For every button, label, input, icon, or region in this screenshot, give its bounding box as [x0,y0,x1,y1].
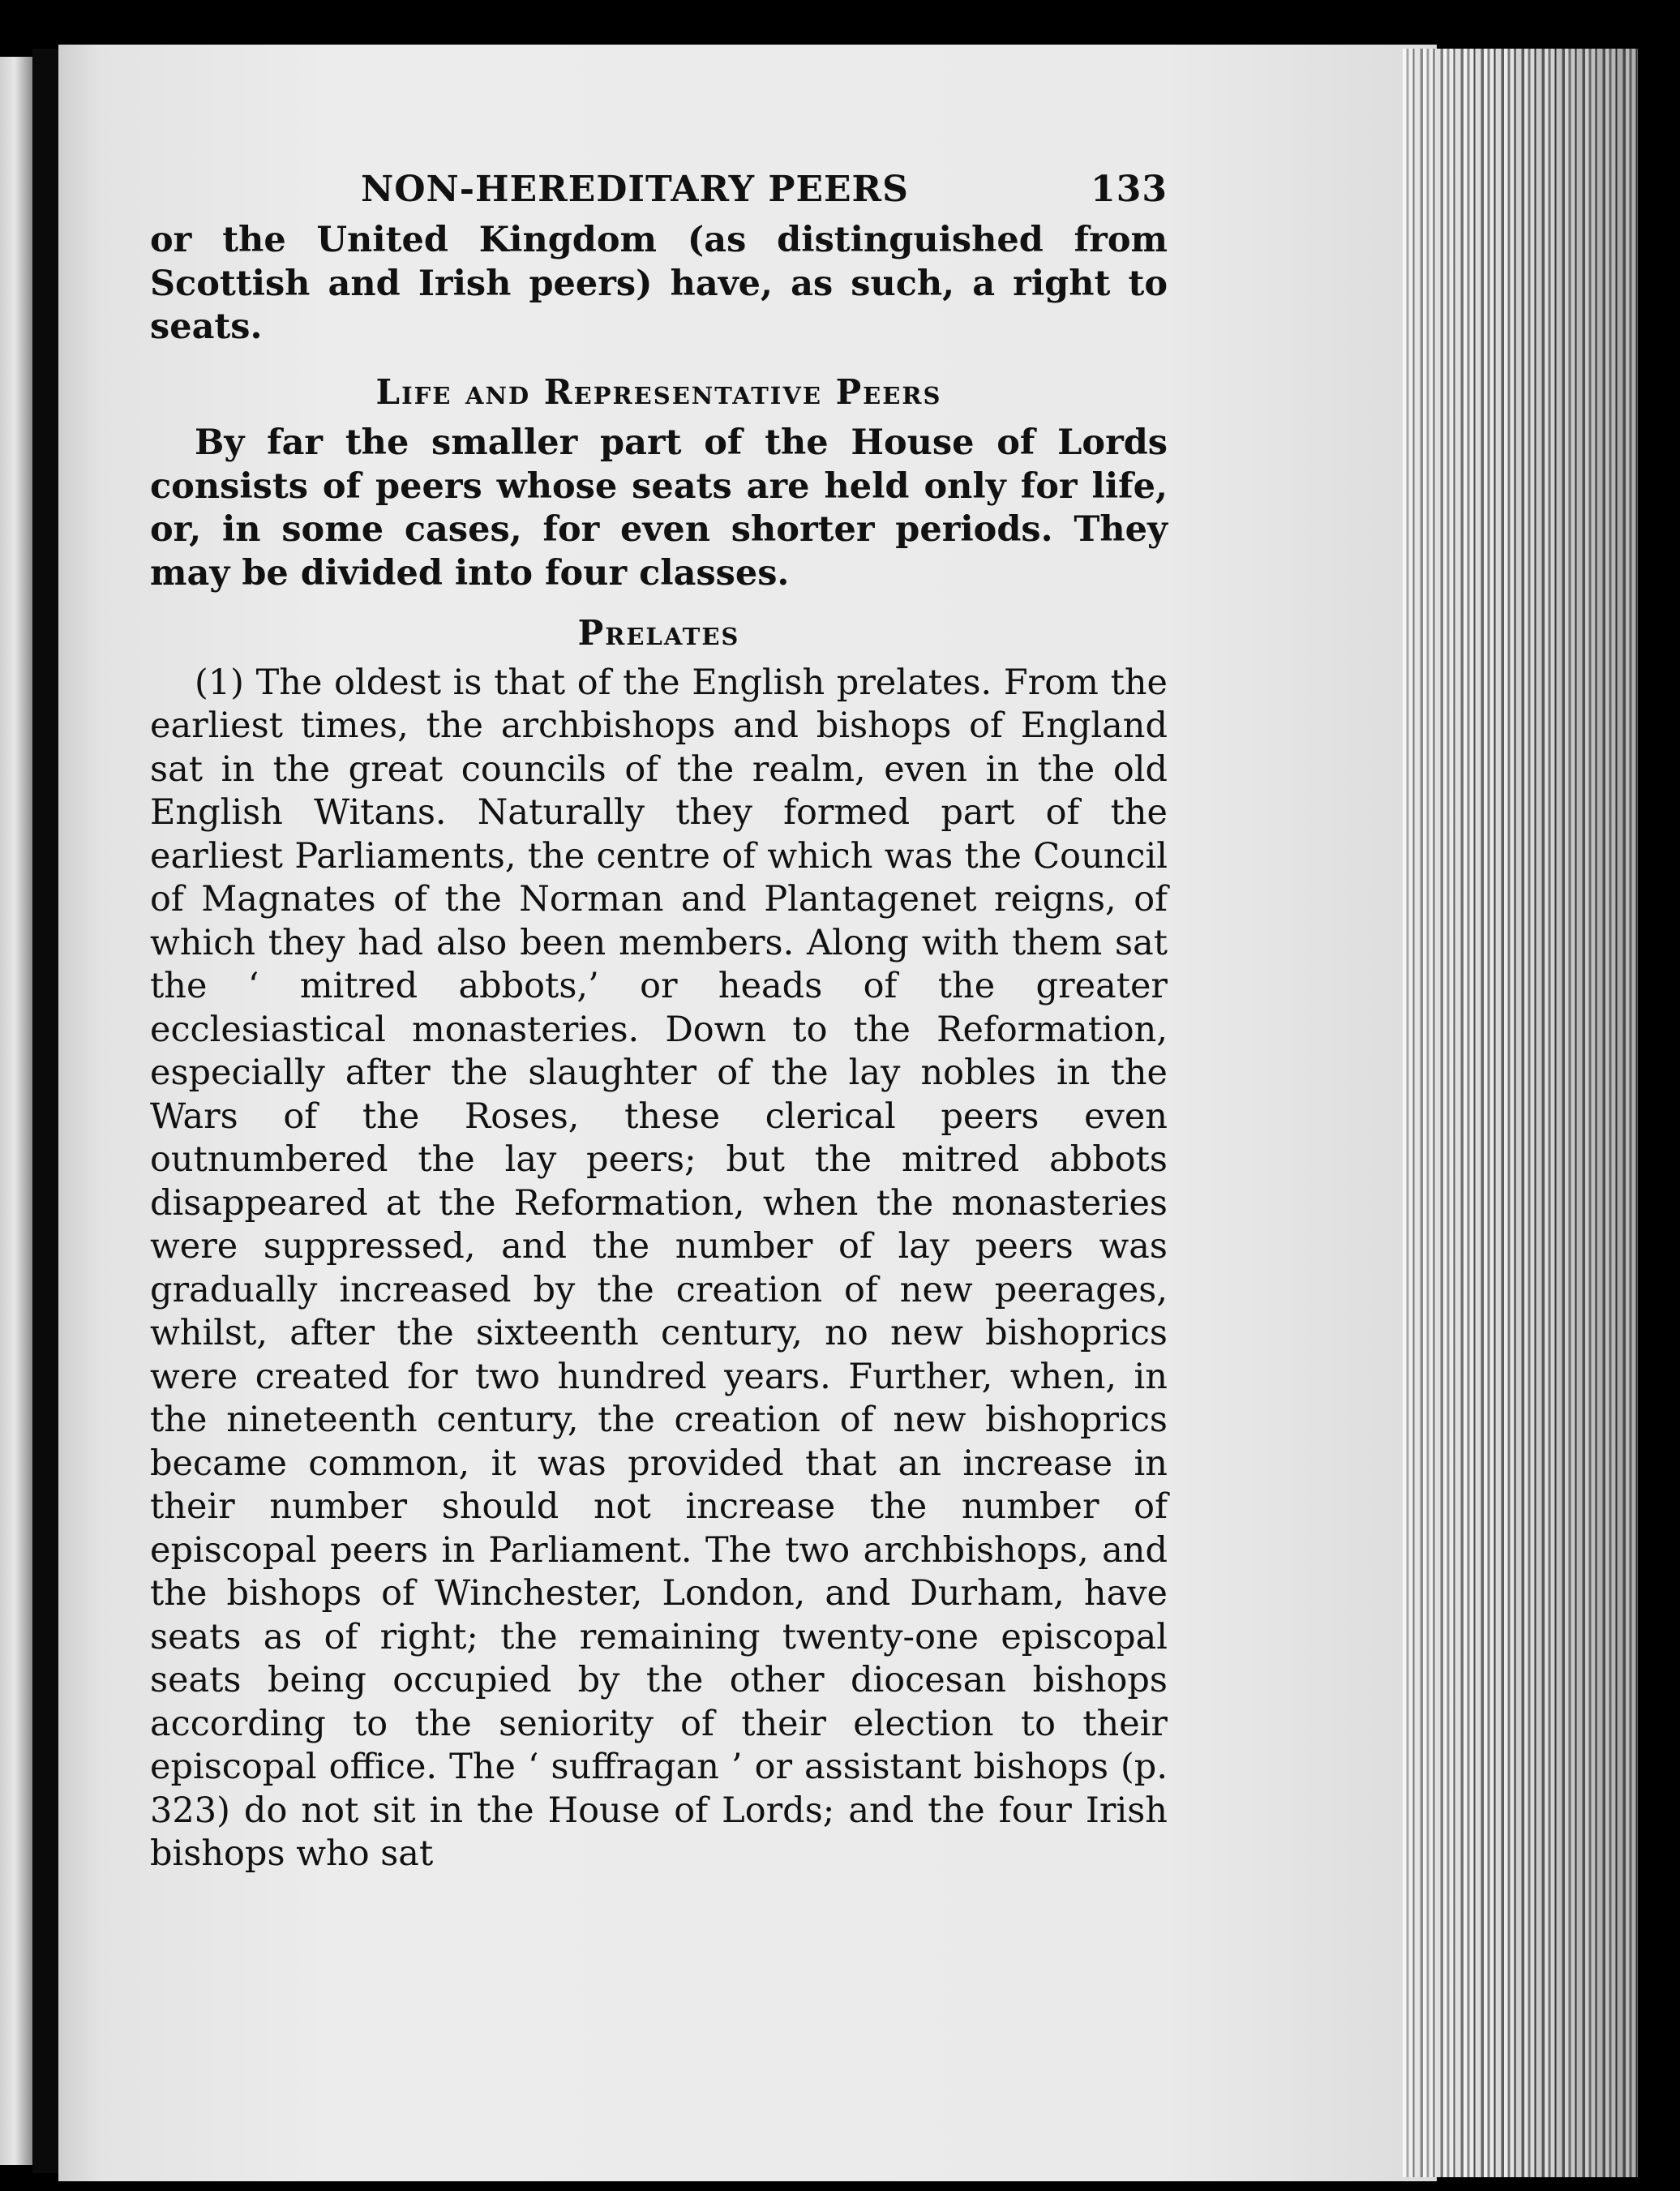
section-paragraph: By far the smaller part of the House of Lords consists of peers whose seats are held only for life, or, in some cases, for even shorter periods. They may be divided into four classes. [150,422,1168,594]
running-title: NON-HEREDITARY PEERS [361,169,909,210]
page-fore-edge-shading [1403,49,1638,2177]
opening-paragraph: or the United Kingdom (as distinguished from Scottish and Irish peers) have, as such, a right to seats. [150,220,1168,347]
page-text-block [150,169,1168,1876]
prelates-paragraph: (1) The oldest is that of the English prelates. From the earliest times, the archbishops and bishops of England sat in the great councils of the realm, even in the old English Witans. Naturally they formed part of the earliest Parliaments, the centre of which was the Council of Magnates of the Norman and Plantagenet reigns, of which they had also been members. Along with them sat the ‘ mitred abbots,’ or heads of the greater ecclesiastical monasteries. Down to the Reformation, especially after the slaughter of the lay nobles in the Wars of the Roses, these clerical peers even outnumbered the lay peers; but the mitred abbots disappeared at the Reformation, when the monasteries were suppressed, and the number of lay peers was gradually increased by the creation of new peerages, whilst, after the sixteenth century, no new bishoprics were created for two hundred years. Further, when, in the nineteenth century, the creation of new bishoprics became common, it was provided that an increase in their number should not increase the number of episcopal peers in Parliament. The two archbishops, and the bishops of Winchester, London, and Durham, have seats as of right; the remaining twenty-one episcopal seats being occupied by the other diocesan bishops according to the seniority of their election to their episcopal office. The ‘ suffragan ’ or assistant bishops (p. 323) do not sit in the House of Lords; and the four Irish bishops who sat [150,662,1168,1874]
section-heading: Life and Representative Peers [375,371,942,412]
facing-page-edge [0,57,32,2165]
page-number: 133 [1091,169,1168,210]
running-head [150,169,1168,219]
subsection-heading: Prelates [577,613,740,653]
book-gutter [32,49,58,2173]
